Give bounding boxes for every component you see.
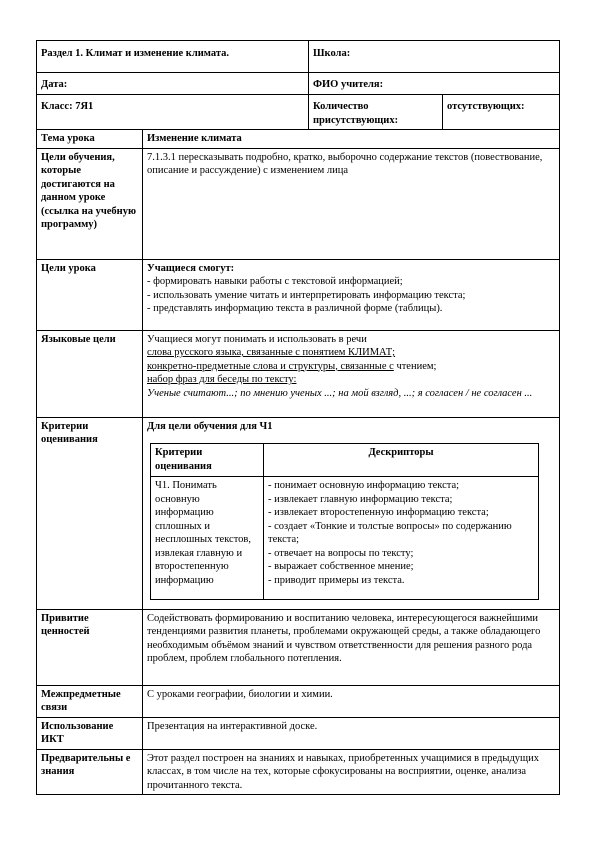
values-value: Содействовать формированию и воспитанию человека, интересующегося важнейшими тенденциями развития планеты, проблемами окружающей среды, а также обладающего необходимым объёмом знаний и чувством ответственности для решения разного рода проблем, проблем глобального потепления. (143, 609, 560, 685)
section-title: Раздел 1. Климат и изменение климата. (37, 41, 309, 73)
interdisciplinary-label: Межпредметные связи (37, 685, 143, 717)
objectives-row (37, 148, 560, 259)
ict-value: Презентация на интерактивной доске. (143, 717, 560, 749)
prior-knowledge-row (37, 749, 560, 795)
language-goals-row (37, 330, 560, 417)
header-row-section (37, 41, 560, 73)
lesson-plan-table (36, 40, 560, 795)
goals-item: - формировать навыки работы с текстовой информацией; (147, 276, 403, 287)
values-label: Привитие ценностей (37, 609, 143, 685)
language-phrases-intro: набор фраз для беседы по тексту: (147, 374, 297, 385)
descriptor-item: - создает «Тонкие и толстые вопросы» по содержанию текста; (268, 520, 512, 545)
class-field: Класс: 7Я1 (37, 95, 309, 130)
language-phrases: Ученые считают...; по мнению ученых ...; на мой взгляд, ...; я согласен / не согласен ... (147, 387, 533, 399)
descriptor-item: - приводит примеры из текста. (268, 574, 405, 586)
goals-heading: Учащиеся смогут: (147, 262, 235, 274)
prior-knowledge-label: Предварительны е знания (37, 749, 143, 795)
present-count-field: Количество присутствующих: (309, 95, 443, 130)
language-words-line: слова русского языка, связанные с понятием КЛИМАТ; (147, 347, 396, 358)
descriptors-cell (264, 477, 539, 600)
descriptor-item: - отвечает на вопросы по тексту; (268, 547, 414, 559)
descriptor-item: - извлекает второстепенную информацию текста; (268, 507, 489, 518)
descriptor-item: - извлекает главную информацию текста; (268, 493, 453, 505)
topic-label: Тема урока (37, 130, 143, 149)
descriptor-item: - выражает собственное мнение; (268, 561, 414, 572)
header-row-class (37, 95, 560, 130)
goals-cell (143, 259, 560, 330)
descriptor-item: - понимает основную информацию текста; (268, 480, 460, 491)
objectives-label: Цели обучения, которые достигаются на данном уроке (ссылка на учебную программу) (37, 148, 143, 259)
criteria-row (37, 417, 560, 609)
language-structures-line: конкретно-предметные слова и структуры, связанные с (147, 360, 394, 372)
topic-row (37, 130, 560, 149)
objectives-value: 7.1.3.1 пересказывать подробно, кратко, выборочно содержание текстов (повествование, описание и рассуждение) с изменением лица (143, 148, 560, 259)
language-goals-cell (143, 330, 560, 417)
criteria-table-row (151, 477, 539, 600)
goals-item: - представлять информацию текста в различной форме (таблицы). (147, 303, 443, 314)
descriptors-col-header: Дескрипторы (264, 444, 539, 477)
criteria-table-header (151, 444, 539, 477)
school-field: Школа: (309, 41, 560, 73)
goals-row (37, 259, 560, 330)
criteria-cell (143, 417, 560, 609)
goals-item: - использовать умение читать и интерпретировать информацию текста; (147, 289, 466, 301)
goals-label: Цели урока (37, 259, 143, 330)
criteria-col-header: Критерии оценивания (151, 444, 264, 477)
prior-knowledge-value: Этот раздел построен на знаниях и навыках, приобретенных учащимися в предыдущих классах, в том числе на тех, которые сфокусированы на восприятии, оценке, анализа прочитанного текста. (143, 749, 560, 795)
values-row (37, 609, 560, 685)
date-field: Дата: (37, 73, 309, 95)
ict-label: Использование ИКТ (37, 717, 143, 749)
interdisciplinary-value: С уроками географии, биологии и химии. (143, 685, 560, 717)
absent-count-field: отсутствующих: (443, 95, 560, 130)
criterion-text: Ч1. Понимать основную информацию сплошных и несплошных текстов, извлекая главную и второстепенную информацию (151, 477, 264, 600)
language-structures-rest: чтением; (393, 360, 437, 372)
ict-row (37, 717, 560, 749)
lesson-plan-page (36, 40, 559, 795)
teacher-field: ФИО учителя: (309, 73, 560, 95)
language-intro: Учащиеся могут понимать и использовать в речи (147, 333, 367, 345)
criteria-label: Критерии оценивания (37, 417, 143, 609)
header-row-date (37, 73, 560, 95)
topic-value: Изменение климата (143, 130, 560, 149)
language-goals-label: Языковые цели (37, 330, 143, 417)
criteria-heading: Для цели обучения для Ч1 (147, 420, 273, 432)
criteria-descriptors-table (150, 443, 539, 600)
interdisciplinary-row (37, 685, 560, 717)
